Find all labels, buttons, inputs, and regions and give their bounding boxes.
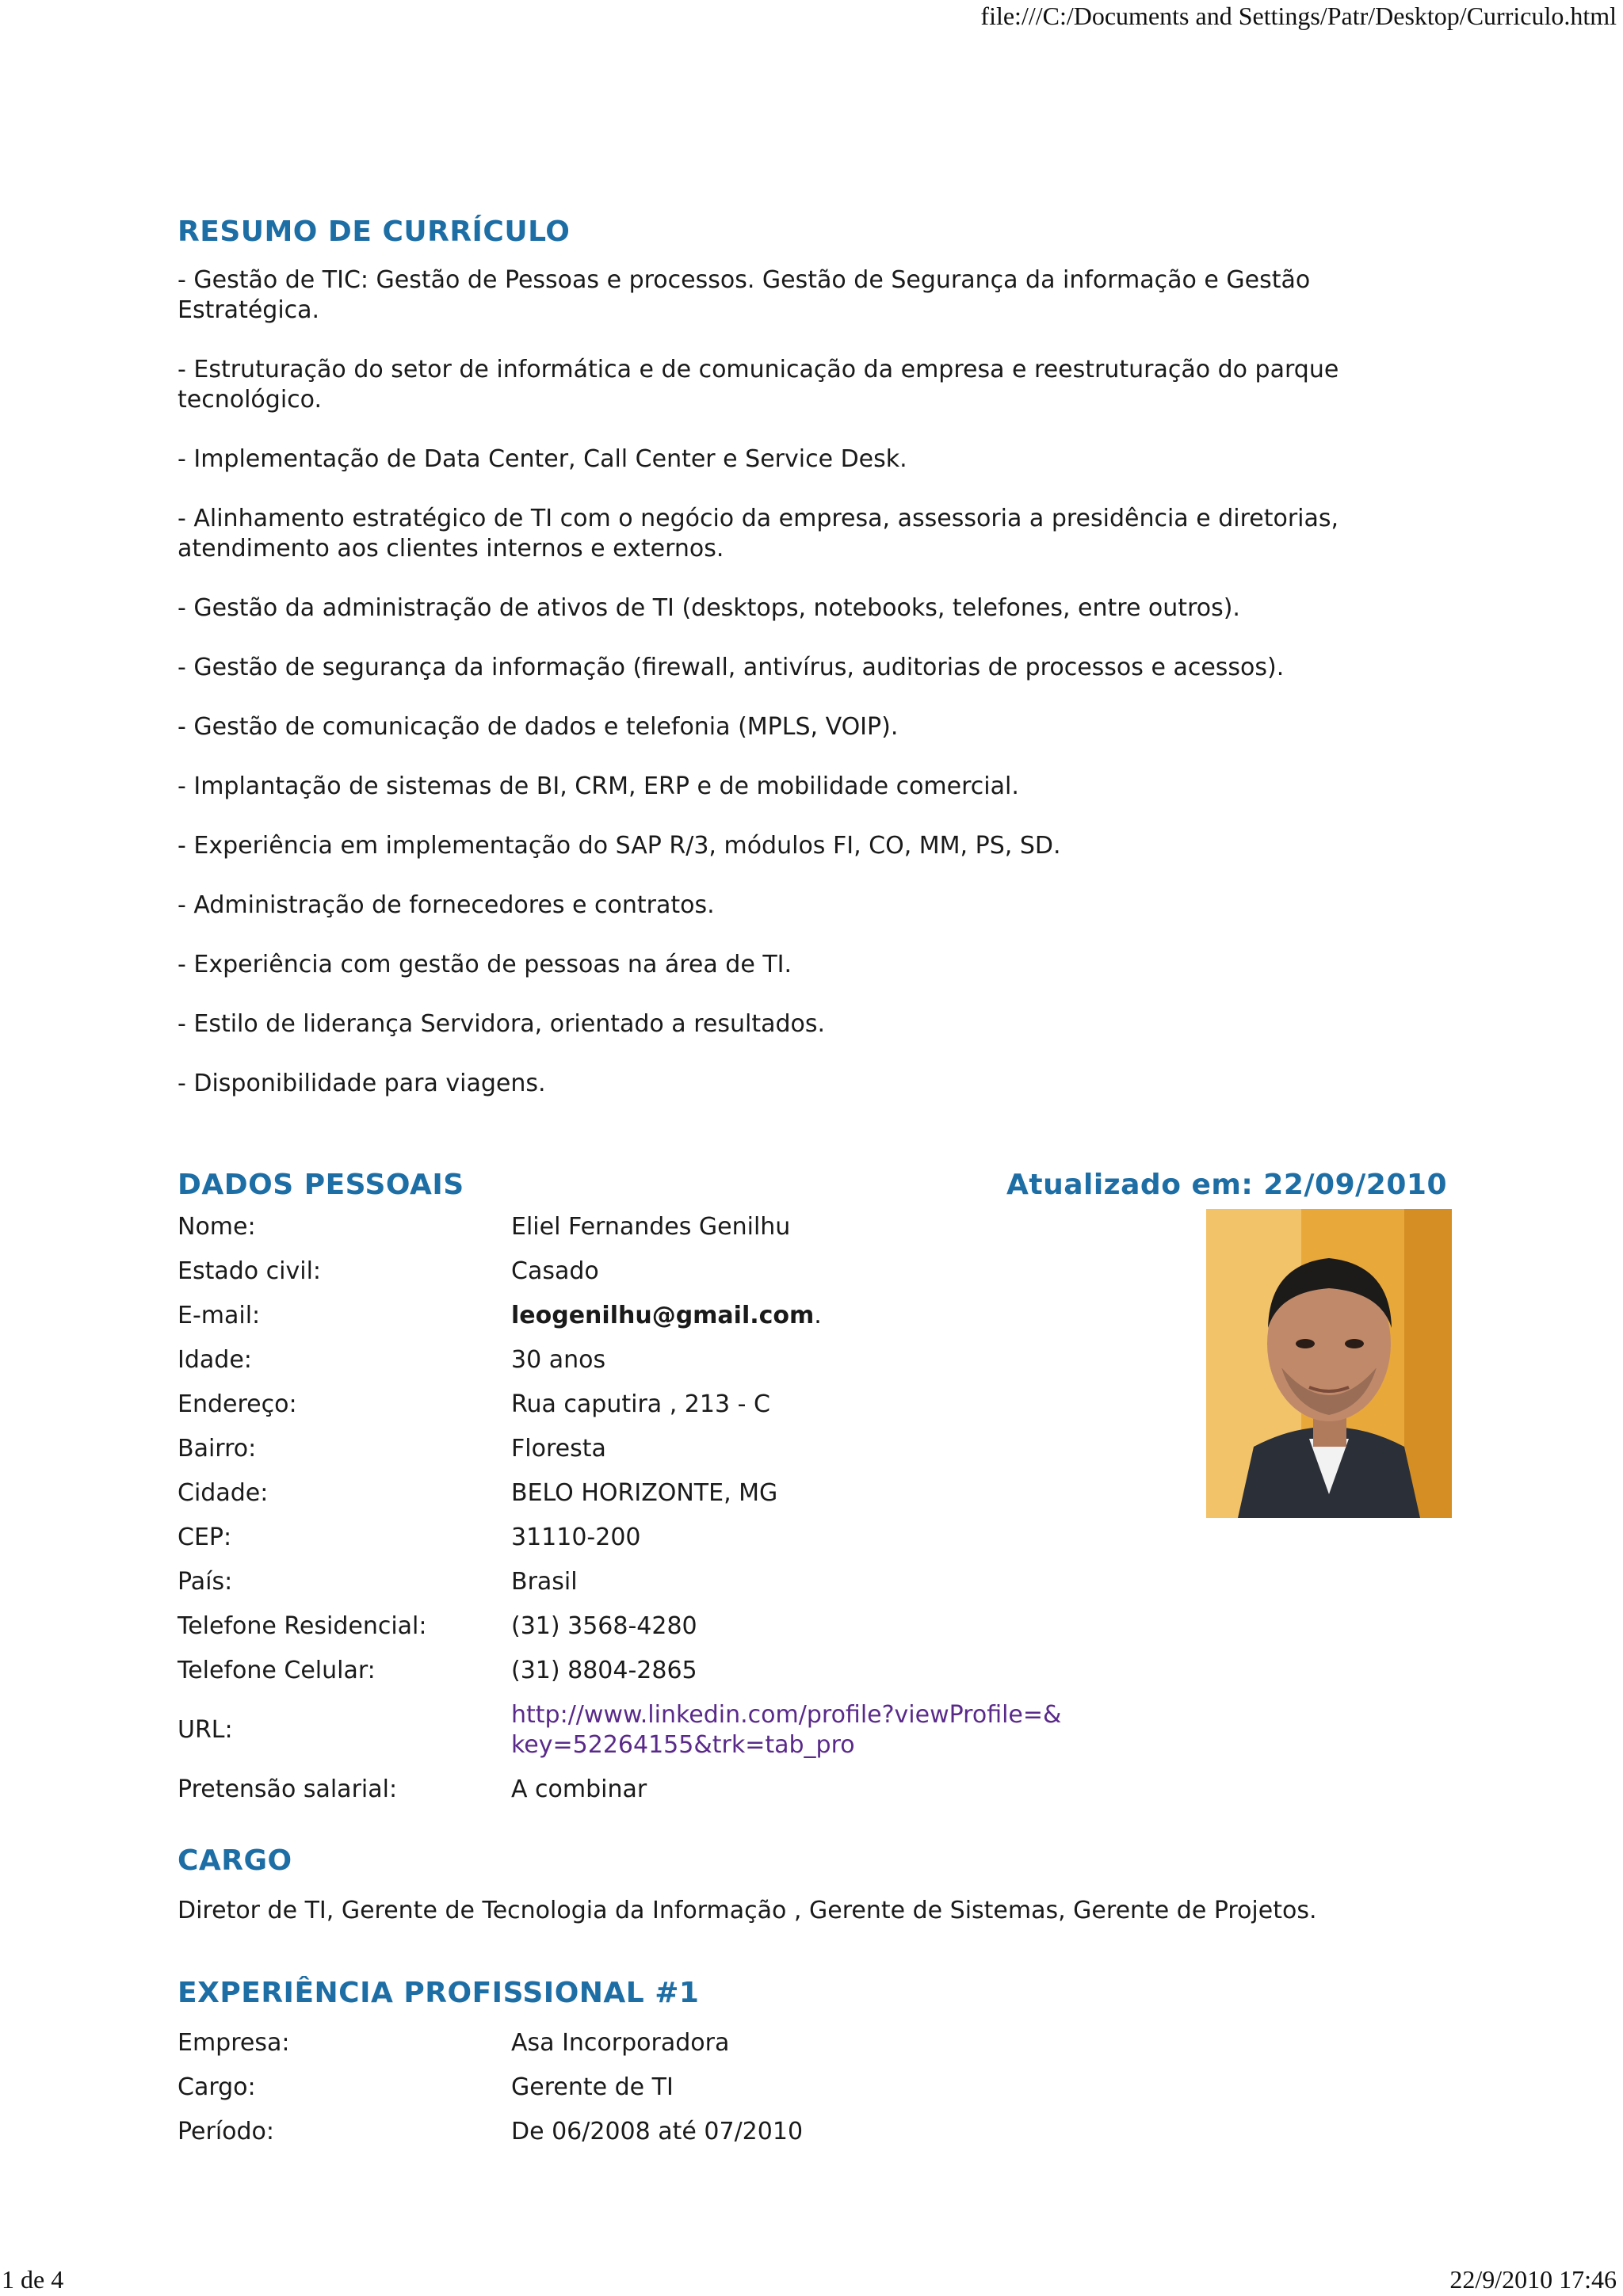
field-value: Casado (511, 1257, 599, 1285)
summary-item: - Estruturação do setor de informática e de comunicação da empresa e reestruturação do parque tecnológico. (178, 356, 1339, 414)
profile-photo-image (1206, 1209, 1452, 1518)
field-label: Telefone Residencial: (178, 1612, 427, 1640)
summary-title: RESUMO DE CURRÍCULO (178, 215, 571, 248)
field-label: E-mail: (178, 1302, 261, 1329)
experience-row-empresa (178, 2028, 1447, 2058)
experience-row-periodo (178, 2117, 1447, 2147)
personal-row-pretensao-salarial (178, 1775, 1447, 1805)
field-value: Rua caputira , 213 - C (511, 1390, 770, 1418)
field-label: Idade: (178, 1346, 252, 1374)
field-value: De 06/2008 até 07/2010 (511, 2118, 804, 2145)
personal-row-pais (178, 1567, 1447, 1597)
field-label: Empresa: (178, 2029, 290, 2057)
personal-data-header (178, 1169, 1447, 1201)
personal-row-telefone-celular (178, 1656, 1447, 1686)
field-value: Floresta (511, 1435, 606, 1463)
field-label: Estado civil: (178, 1257, 322, 1285)
field-value: A combinar (511, 1775, 647, 1803)
field-value: BELO HORIZONTE, MG (511, 1479, 778, 1507)
linkedin-link-line-2[interactable]: key=52264155&trk=tab_pro (511, 1731, 855, 1759)
email-suffix: . (814, 1302, 822, 1329)
field-value: (31) 8804-2865 (511, 1657, 697, 1684)
linkedin-link[interactable] (511, 1700, 1447, 1760)
summary-item: - Administração de fornecedores e contratos. (178, 891, 715, 919)
field-label: Endereço: (178, 1390, 297, 1418)
field-value: Eliel Fernandes Genilhu (511, 1213, 791, 1241)
updated-date: Atualizado em: 22/09/2010 (1006, 1169, 1447, 1201)
field-value: 30 anos (511, 1346, 606, 1374)
summary-item: - Implantação de sistemas de BI, CRM, ERP e de mobilidade comercial. (178, 772, 1019, 800)
experience-table (178, 2028, 1447, 2147)
email-link[interactable]: leogenilhu@gmail.com (511, 1302, 815, 1329)
personal-row-telefone-residencial (178, 1611, 1447, 1642)
field-value: Brasil (511, 1568, 578, 1596)
summary-item: - Alinhamento estratégico de TI com o negócio da empresa, assessoria a presidência e diretorias, atendimento aos clientes internos e externos. (178, 505, 1339, 563)
field-value: 31110-200 (511, 1524, 641, 1551)
summary-list (178, 265, 1447, 1099)
field-label: Bairro: (178, 1435, 257, 1463)
field-label: Cargo: (178, 2073, 256, 2101)
personal-row-cep (178, 1523, 1447, 1553)
linkedin-link-line-1[interactable]: http://www.linkedin.com/profile?viewProfile=& (511, 1701, 1062, 1729)
field-label: Telefone Celular: (178, 1657, 376, 1684)
personal-row-url (178, 1700, 1447, 1760)
summary-item: - Experiência em implementação do SAP R/3, módulos FI, CO, MM, PS, SD. (178, 832, 1061, 860)
summary-item: - Gestão de comunicação de dados e telefonia (MPLS, VOIP). (178, 713, 899, 741)
personal-data-table (178, 1212, 1447, 1805)
cargo-text: Diretor de TI, Gerente de Tecnologia da Informação , Gerente de Sistemas, Gerente de Projetos. (178, 1897, 1317, 1924)
field-label: URL: (178, 1716, 233, 1744)
resume-page (178, 215, 1447, 2161)
field-value: Asa Incorporadora (511, 2029, 730, 2057)
summary-item: - Experiência com gestão de pessoas na área de TI. (178, 951, 792, 978)
field-label: Pretensão salarial: (178, 1775, 398, 1803)
field-label: Cidade: (178, 1479, 269, 1507)
summary-item: - Gestão da administração de ativos de TI (desktops, notebooks, telefones, entre outros). (178, 594, 1240, 622)
cargo-title: CARGO (178, 1844, 292, 1877)
page-counter: 1 de 4 (2, 2265, 64, 2294)
profile-photo (1206, 1209, 1452, 1518)
summary-item: - Disponibilidade para viagens. (178, 1070, 546, 1097)
personal-data-title: DADOS PESSOAIS (178, 1169, 464, 1201)
experience-title: EXPERIÊNCIA PROFISSIONAL #1 (178, 1977, 700, 2009)
field-label: Nome: (178, 1213, 256, 1241)
field-value: Gerente de TI (511, 2073, 674, 2101)
summary-item: - Implementação de Data Center, Call Center e Service Desk. (178, 445, 907, 473)
field-label: CEP: (178, 1524, 232, 1551)
experience-row-cargo (178, 2073, 1447, 2103)
summary-item: - Gestão de TIC: Gestão de Pessoas e processos. Gestão de Segurança da informação e Gestão Estratégica. (178, 266, 1311, 324)
summary-item: - Gestão de segurança da informação (firewall, antivírus, auditorias de processos e acessos). (178, 654, 1285, 681)
print-header-file-path: file:///C:/Documents and Settings/Patr/Desktop/Curriculo.html (980, 2, 1617, 30)
print-timestamp: 22/9/2010 17:46 (1449, 2265, 1617, 2294)
summary-item: - Estilo de liderança Servidora, orientado a resultados. (178, 1010, 826, 1038)
field-label: País: (178, 1568, 233, 1596)
field-label: Período: (178, 2118, 275, 2145)
field-value: (31) 3568-4280 (511, 1612, 697, 1640)
